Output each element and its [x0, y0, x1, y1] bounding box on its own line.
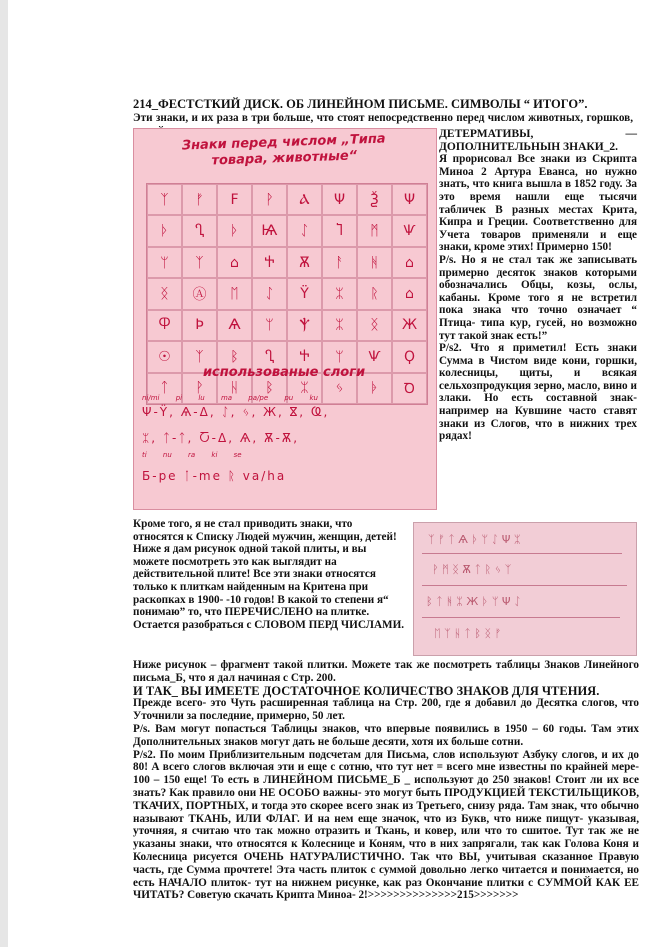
sign-cell: Ⴕ — [287, 341, 322, 372]
sign-cell: Ꝺ — [392, 373, 427, 404]
sign-cell: ⌂ — [392, 247, 427, 278]
sign-table-heading: Знаки перед числом „Типа товара, животные“ — [181, 131, 386, 169]
sign-cell: ᛇ — [287, 215, 322, 246]
tablet-rule — [422, 585, 627, 586]
syllable-labels-1: ni/mi pi lu ma pa/pe pu ku — [142, 394, 318, 402]
tablet-signs: ᛒ ᛏ ᚻ ᛯ Ж ᚦ ᛘ Ψ ᛇ — [426, 595, 521, 608]
tablet-fragment-image — [413, 522, 637, 656]
sign-cell: Ⴂ — [182, 215, 217, 246]
sign-cell: ᛘ — [252, 310, 287, 341]
sign-cell: Ψ — [322, 184, 357, 215]
sign-cell: Ⲯ — [287, 310, 322, 341]
sign-cell: ᚨ — [322, 247, 357, 278]
sign-cell: ᚹ — [182, 373, 217, 404]
sign-cell: ᛘ — [147, 247, 182, 278]
tablet-signs: ᛉ ᚠ ᛏ Ѧ ᚦ ᛘ ᛇ Ψ ᛯ — [428, 533, 521, 546]
sign-cell: ᛉ — [147, 184, 182, 215]
sign-cell: Ѱ — [357, 341, 392, 372]
sign-cell: Ϙ — [392, 341, 427, 372]
sign-cell: Ѧ — [217, 310, 252, 341]
sign-cell: ᛯ — [322, 310, 357, 341]
bottom-paragraph-1: Ниже рисунок – фрагмент такой плитки. Можете так же посмотреть таблицы Знаков Линейного письма_Б, что я дал начиная с Стр. 200. — [133, 659, 639, 684]
sign-cell: ᛗ — [357, 215, 392, 246]
sign-cell: ᛯ — [287, 373, 322, 404]
sign-cell: ᚦ — [147, 215, 182, 246]
page-title: 214_ФЕСТСТКИЙ ДИСК. ОБ ЛИНЕЙНОМ ПИСЬМЕ. СИМВОЛЫ “ ИТОГО”. — [133, 97, 588, 111]
syllable-row-1: Ψ-Ϋ, Ѧ-Δ, ᛇ, ᛃ, Ж, ⴵ, Ҩ, — [142, 405, 330, 419]
sign-cell: ᛒ — [217, 341, 252, 372]
sign-cell: ᛇ — [252, 278, 287, 309]
sign-cell: ᛏ — [147, 373, 182, 404]
right-column — [439, 128, 637, 443]
sign-cell: Ϸ — [182, 310, 217, 341]
tablet-signs: ᚹ ᛗ ᛝ Ѫ ᛏ ᚱ ᛃ ᛉ — [432, 563, 512, 576]
sign-cell: Ⴈ — [322, 215, 357, 246]
sign-cell: ᛖ — [217, 278, 252, 309]
intro-paragraph: Эти знаки, и их раза в три больше, что стоят непосредственно перед числом животных, горшков, — [133, 112, 633, 124]
sign-cell: Ⲁ — [287, 184, 322, 215]
right-paragraph-2: P/s. Но я не стал так же записывать примерно десяток знаков которыми обозначались Обцы, козы, ослы, кабаны. Кроме того я не встретил пока знака что точно означает “ Птица- типа кур, гусей, но возможно тут такой знак есть!” — [439, 253, 637, 342]
bottom-paragraph-3: P/s. Вам могут попасться Таблицы знаков, что впервые появились в 1950 – 60 годы. Там этих Дополнительных знаков могут дать не больше десяти, хотя их больше сотни. — [133, 722, 639, 748]
sign-cell: Ⴔ — [147, 310, 182, 341]
syllables-heading: использованые слоги — [202, 365, 366, 380]
sign-cell: ᛝ — [357, 310, 392, 341]
sign-cell: ᛝ — [147, 278, 182, 309]
sign-cell: ᚦ — [217, 215, 252, 246]
sign-cell: Ѱ — [392, 215, 427, 246]
sign-cell: ᚱ — [357, 278, 392, 309]
sign-cell: Ⴕ — [252, 247, 287, 278]
syllable-labels-2: ti nu ra ki se — [142, 451, 242, 459]
sign-cell: ᚺ — [217, 373, 252, 404]
bottom-paragraph-4: P/s2. По моим Приблизительным подсчетам для Письма, слов используют Азбуку слогов, и их до 80! А всего слогов включая эти и еще с сотню, что тут нет = всего мне известны по крайней мере- 100 – 150 еще! То есть в ЛИНЕЙНОМ ПИСЬМЕ_Б _ используют до 250 знаков! Стоит ли их все знать? Как правило они НЕ ОСОБО важны- это могут быть ПРОДУКЦИЕЙ ТЕКСТИЛЬЩИКОВ, ТКАЧИХ, ПОРТНЫХ, и тогда это скорее всего знак из Третьего, снизу ряда. Там знак, что обычно называют ТКАНЬ, ИЛИ ФЛАГ. И на нем еще значок, что из Букв, что ниже пищут- указывая, уточняя, я считаю что так можно отразить и Ткань, и ковер, или что то сшитое. Тут так же не указаны знаки, что относятся к Колеснице и Коням, что в них запрягали, так как Голова Коня и Колесница рисуется ОЧЕНЬ НАТУРАЛИСТИЧНО. Так что ВЫ, учитывая сказанное Правую часть, где Сумма прочтете! Эта часть плиток с суммой довольно легко читается и понимается, но есть НАЧАЛО плиток- тут на нижнем рисунке, как раз Окончание плитки с СУММОЙ КАК ЕЕ ЧИТАТЬ? Советую скачать Крипта Миноа- 2!>>>>>>>>>>>>>>215>>>>>>> — [133, 748, 639, 902]
sign-cell: Ѫ — [287, 247, 322, 278]
sign-cell: Ѯ — [357, 184, 392, 215]
sign-table-image — [133, 128, 437, 510]
right-paragraph-1: Я прорисовал Все знаки из Скрипта Миноа 2 Артура Еванса, но нужно знать, что книга вышла в 1852 году. За это время нашли еще тысячи табличек В разных местах Крита, Кипра и Греции. Соответственно для Учета товаров применяли и еще знаки, кроме этих! Примерно 150! — [439, 153, 637, 254]
sign-cell: ᛯ — [322, 278, 357, 309]
tablet-signs: ᛖ ᛉ ᚺ ᛏ ᛒ ᛝ ᚠ — [434, 627, 502, 640]
sign-cell: ᛉ — [182, 247, 217, 278]
sign-cell: ᛘ — [322, 341, 357, 372]
sign-cell: ᚻ — [357, 247, 392, 278]
sign-cell: Ⴂ — [252, 341, 287, 372]
sign-cell: ᛃ — [322, 373, 357, 404]
sign-cell: ᛒ — [252, 373, 287, 404]
sign-cell: ᚧ — [357, 373, 392, 404]
sign-cell: Ϝ — [217, 184, 252, 215]
page-edge — [0, 0, 8, 947]
right-paragraph-3: P/s2. Что я приметил! Есть знаки Сумма в Чистом виде кони, горшки, колесницы, щиты, и всякая сельхозпродукция зерно, масло, вино и злаки. Но есть составной знак- например на Кувшине часто ставят знаки из Слогов, что в нижних трех рядах! — [439, 342, 637, 443]
bottom-heading: И ТАК_ ВЫ ИМЕЕТЕ ДОСТАТОЧНОЕ КОЛИЧЕСТВО ЗНАКОВ ДЛЯ ЧТЕНИЯ. — [133, 683, 600, 698]
sign-cell: Ѩ — [252, 215, 287, 246]
syllable-row-2: ᛯ, ᛏ-ᛏ, Ⴀ-Δ, Ѧ, Ѫ-Ѫ, — [142, 431, 300, 445]
determinatives-heading: ДЕТЕРМАТИВЫ, — ДОПОЛНИТЕЛЬНЫН ЗНАКИ_2. — [439, 128, 637, 153]
tablet-rule — [422, 617, 620, 618]
sign-cell: ☉ — [147, 341, 182, 372]
bottom-section — [133, 659, 639, 902]
sign-cell: Ϋ — [287, 278, 322, 309]
sign-cell: ᚹ — [252, 184, 287, 215]
sign-cell: ⌂ — [392, 278, 427, 309]
sign-cell: Ⓐ — [182, 278, 217, 309]
syllable-row-3: Б-pe ᛙ-me ᚱ va/ha — [142, 469, 287, 483]
tablet-rule — [422, 553, 622, 554]
sign-cell: Ж — [392, 310, 427, 341]
sign-cell: ⌂ — [217, 247, 252, 278]
sign-cell: ᚠ — [182, 184, 217, 215]
sign-cell: Ψ — [392, 184, 427, 215]
left-middle-paragraph: Кроме того, я не стал приводить знаки, что относятся к Списку Людей мужчин, женщин, детей! Ниже я дам рисунок одной такой плиты, и вы можете посмотреть это как выглядит на действительной плите! Все эти знаки относятся только к плиткам найденным на Критена при раскопках в 1900- -10 годов! В какой то степени я“ понимаю” то, что ПЕРЕЧИСЛЕНО на плитке. Остается разобраться с СЛОВОМ ПЕРД ЧИСЛАМИ. — [133, 518, 405, 631]
bottom-paragraph-2: Прежде всего- это Чуть расширенная таблица на Стр. 200, где я добавил до Десятка слогов, что Уточнили за последние, примерно, 50 лет. — [133, 697, 639, 723]
sign-cell: ᛉ — [182, 341, 217, 372]
